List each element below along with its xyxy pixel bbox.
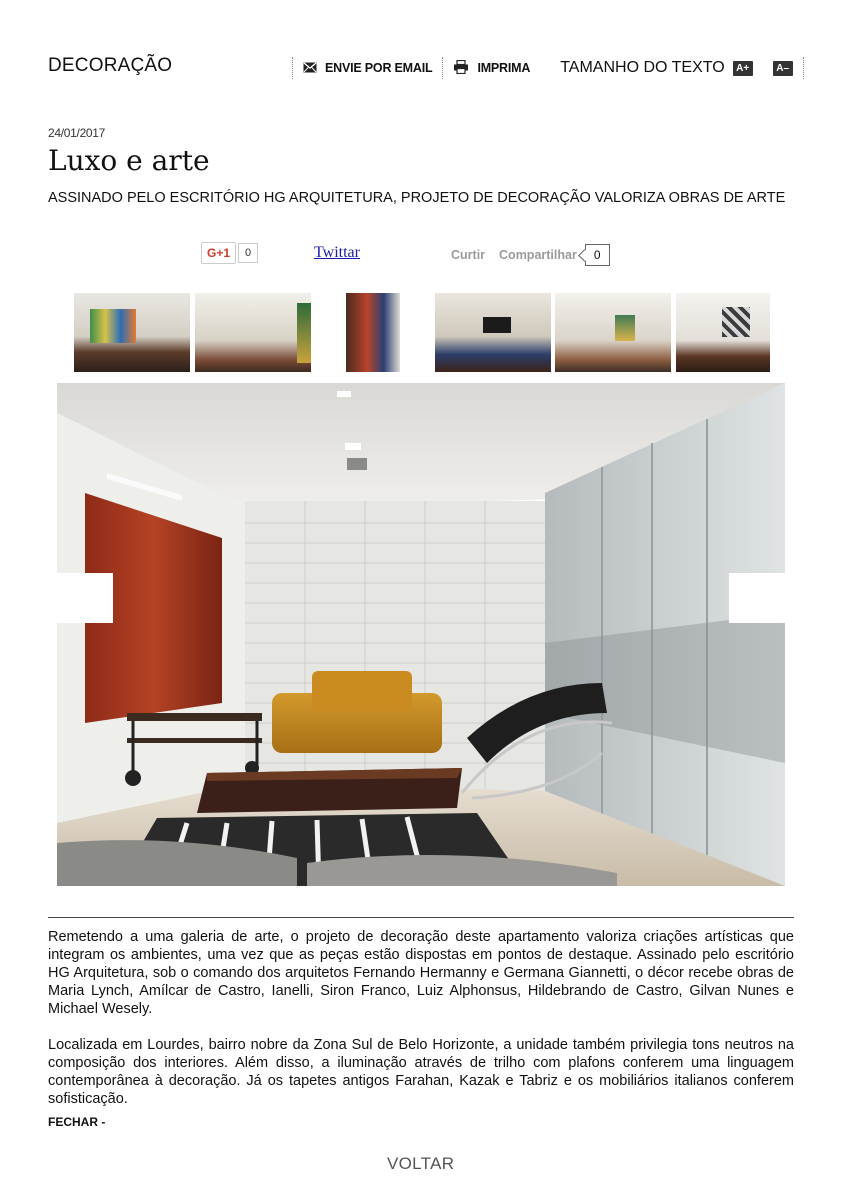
article-subtitle: ASSINADO PELO ESCRITÓRIO HG ARQUITETURA, PROJETO DE DECORAÇÃO VALORIZA OBRAS DE ARTE xyxy=(48,190,786,206)
gallery-thumbnail[interactable] xyxy=(346,293,400,372)
article-paragraph: Remetendo a uma galeria de arte, o projeto de decoração deste apartamento valoriza criações artísticas que integram os ambientes, uma vez que as peças estão dispostas em pontos de destaque. Assinado pelo escritório HG Arquitetura, sob o comando dos arquitetos Fernando Hermanny e Germana Giannetti, o décor recebe obras de Maria Lynch, Amílcar de Castro, Ianelli, Siron Franco, Luiz Alphonsus, Hildebrando de Castro, Gilvan Nunes e Michael Wesely. xyxy=(48,929,794,1017)
thumbnail-strip xyxy=(74,293,770,372)
print-button[interactable] xyxy=(443,60,540,77)
gallery-thumbnail[interactable] xyxy=(435,293,551,372)
text-size-label: TAMANHO DO TEXTO xyxy=(560,59,725,76)
article-toolbar xyxy=(292,56,804,80)
print-label: IMPRIMA xyxy=(477,61,531,75)
content-divider xyxy=(48,917,794,918)
toolbar-divider xyxy=(803,57,804,79)
section-title: DECORAÇÃO xyxy=(48,55,173,76)
share-button[interactable]: Compartilhar xyxy=(499,248,577,262)
next-photo-button[interactable] xyxy=(729,573,785,623)
like-button[interactable]: Curtir xyxy=(451,248,486,262)
gallery-thumbnail[interactable] xyxy=(74,293,190,372)
increase-text-button[interactable]: A+ xyxy=(733,61,753,76)
article-date: 24/01/2017 xyxy=(48,126,106,140)
text-size-control xyxy=(540,59,802,77)
share-count: 0 xyxy=(585,244,610,266)
twitter-link[interactable]: Twittar xyxy=(314,244,360,261)
article-body xyxy=(48,928,794,1126)
gallery-thumbnail[interactable] xyxy=(676,293,770,372)
gplus-count: 0 xyxy=(238,243,258,263)
email-button[interactable] xyxy=(293,61,442,76)
facebook-widget xyxy=(451,244,610,266)
article-title: Luxo e arte xyxy=(48,144,210,177)
gplus-widget xyxy=(201,242,258,264)
gallery-thumbnail[interactable] xyxy=(195,293,311,372)
printer-icon xyxy=(453,60,469,77)
decrease-text-button[interactable]: A– xyxy=(773,61,793,76)
gallery-thumbnail[interactable] xyxy=(555,293,671,372)
main-gallery-photo xyxy=(57,383,785,886)
previous-photo-button[interactable] xyxy=(57,573,113,623)
gplus-button[interactable]: G+1 xyxy=(201,242,236,264)
article-paragraph: Localizada em Lourdes, bairro nobre da Zona Sul de Belo Horizonte, a unidade também privilegia tons neutros na composição dos interiores. Além disso, a iluminação através de trilho com plafons conferem uma linguagem contemporânea à decoração. Já os tapetes antigos Farahan, Kazak e Tabriz e os mobiliários italianos conferem sofisticação. xyxy=(48,1037,794,1107)
close-link[interactable]: FECHAR - xyxy=(48,1115,106,1129)
envelope-icon xyxy=(303,61,317,76)
back-link[interactable]: VOLTAR xyxy=(387,1154,455,1173)
email-label: ENVIE POR EMAIL xyxy=(325,61,433,75)
living-room-photo xyxy=(57,383,785,886)
